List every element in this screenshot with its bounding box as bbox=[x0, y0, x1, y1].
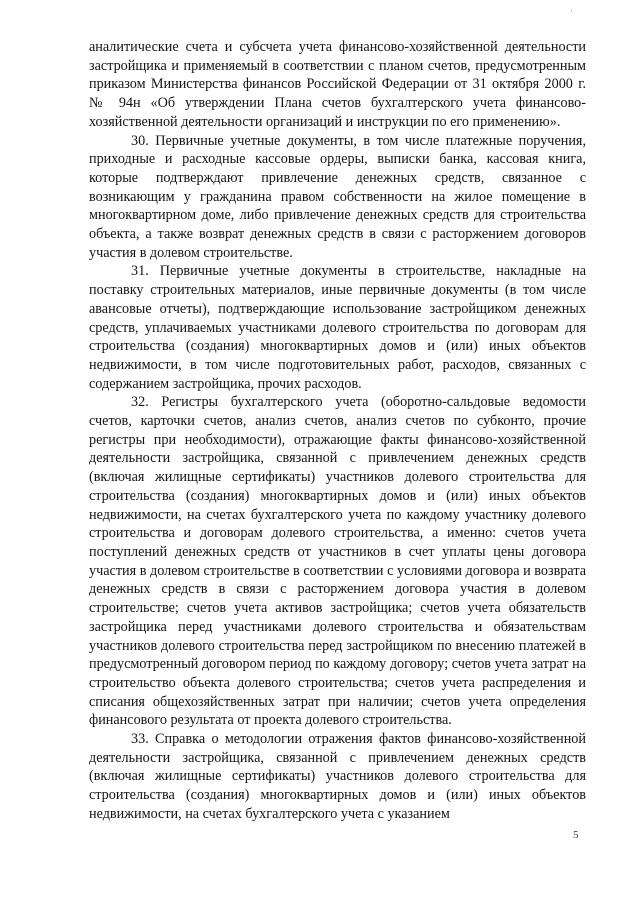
paragraph-32: 32. Регистры бухгалтерского учета (оборотно-сальдовые ведомости счетов, карточки счетов, анализ счетов, анализ счетов по субконто, прочие регистры при необходимости), отражающие факты финансово-хозяйственной деятельности застройщика, связанной с привлечением денежных средств (включая жилищные сертификаты) участников долевого строительства для строительства (создания) многоквартирных домов и (или) иных объектов недвижимости, на счетах бухгалтерского учета по каждому участнику долевого строительства и договорам долевого строительства, а именно: счетов учета поступлений денежных средств от участников в счет уплаты цены договора участия в долевом строительстве в соответствии с условиями договора и возврата денежных средств в связи с расторжением договора участия в долевом строительстве; счетов учета активов застройщика; счетов учета обязательств застройщика перед участниками долевого строительства и обязательствам участников долевого строительства перед застройщиком по внесению платежей в предусмотренный договором период по каждому договору; счетов учета затрат на строительство объекта долевого строительства; счетов учета распределения и списания общехозяйственных затрат при наличии; счетов учета определения финансового результата от проекта долевого строительства. bbox=[89, 394, 586, 729]
document-body bbox=[89, 38, 586, 824]
paragraph-31: 31. Первичные учетные документы в строительстве, накладные на поставку строительных материалов, иные первичные документы (в том числе авансовые отчеты), подтверждающие использование застройщиком денежных средств, уплачиваемых участниками долевого строительства по договорам для строительства (создания) многоквартирных домов и (или) иных объектов недвижимости, в том числе подготовительных работ, расходов, связанных с содержанием застройщика, прочих расходов. bbox=[89, 263, 586, 392]
paragraph-continuation: аналитические счета и субсчета учета финансово-хозяйственной деятельности застройщика и применяемый в соответствии с планом счетов, предусмотренным приказом Министерства финансов Российской Федерации от 31 октября 2000 г. № 94н «Об утверждении Плана счетов бухгалтерского учета финансово-хозяйственной деятельности организаций и инструкции по его применению». bbox=[89, 39, 586, 130]
paragraph-30: 30. Первичные учетные документы, в том числе платежные поручения, приходные и расходные кассовые ордеры, выписки банка, кассовая книга, которые подтверждают привлечение денежных средств, связанное с возникающим у гражданина правом собственности на жилое помещение в многоквартирном доме, либо привлечение денежных средств для строительства объекта, а также возврат денежных средств в связи с расторжением договоров участия в долевом строительстве. bbox=[89, 132, 586, 261]
page-number: 5 bbox=[573, 829, 579, 841]
paragraph-33: 33. Справка о методологии отражения фактов финансово-хозяйственной деятельности застройщика, связанной с привлечением денежных средств (включая жилищные сертификаты) участников долевого строительства для строительства (создания) многоквартирных домов и (или) иных объектов недвижимости, на счетах бухгалтерского учета с указанием bbox=[89, 731, 586, 822]
corner-mark: · bbox=[570, 6, 573, 16]
